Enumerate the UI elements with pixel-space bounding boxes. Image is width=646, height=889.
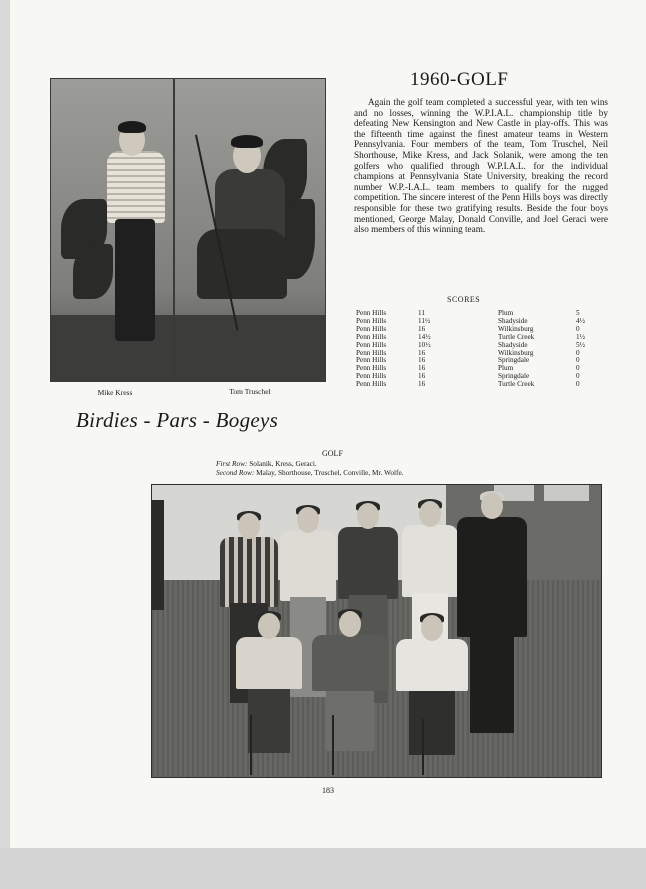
score-value: 16 (418, 364, 426, 373)
score-opponent-value: 5½ (576, 340, 585, 349)
score-value: 11 (418, 309, 425, 317)
score-opponent-value: 5 (576, 309, 580, 317)
caption-right-photo: Tom Truschel (229, 387, 271, 396)
page-number: 183 (322, 786, 334, 795)
score-opponent: Wilkinsburg (498, 324, 534, 333)
score-value: 10½ (418, 340, 431, 349)
score-opponent: Wilkinsburg (498, 348, 534, 357)
score-team: Penn Hills (356, 348, 387, 357)
score-row (356, 318, 596, 326)
score-team: Penn Hills (356, 380, 387, 389)
score-opponent: Plum (498, 364, 514, 373)
score-row (356, 350, 596, 358)
second-row-label: Second Row: (216, 468, 255, 477)
score-opponent: Plum (498, 309, 514, 317)
score-team: Penn Hills (356, 309, 387, 317)
score-row (356, 373, 596, 381)
score-opponent: Shadyside (498, 316, 528, 325)
score-opponent: Turtle Creek (498, 332, 535, 341)
slogan-heading: Birdies - Pars - Bogeys (76, 408, 279, 432)
team-rows-caption (216, 459, 404, 477)
score-team: Penn Hills (356, 372, 387, 381)
score-team: Penn Hills (356, 356, 387, 365)
second-row-names: Malay, Shorthouse, Truschel, Conville, Mr. Wolfe. (256, 468, 404, 477)
score-opponent: Shadyside (498, 340, 528, 349)
team-photo-heading: GOLF (322, 449, 343, 458)
score-row (356, 357, 596, 365)
score-team: Penn Hills (356, 332, 387, 341)
score-opponent-value: 0 (576, 348, 580, 357)
score-team: Penn Hills (356, 316, 387, 325)
photo-tom-truschel (174, 78, 326, 382)
score-value: 16 (418, 356, 426, 365)
score-value: 11½ (418, 316, 431, 325)
score-opponent-value: 0 (576, 372, 580, 381)
score-row (356, 334, 596, 342)
first-row-label: First Row: (216, 459, 248, 468)
score-team: Penn Hills (356, 340, 387, 349)
score-row (356, 365, 596, 373)
score-row (356, 310, 596, 318)
intro-paragraph: Again the golf team completed a successful year, with ten wins and no losses, winning the W.P.I.A.L. championship title by defeating New Kensington and New Castle in play-offs. This was the fifteenth time against the finest amateur teams in Western Pennsylvania. Four members of the team, Tom Truschel, Neil Shorthouse, Mike Kress, and Jack Solanik, were among the ten golfers who qualified through W.P.I.A.L. for the individual champions at Pennsylvania State University, breaking the record number W.P.-I.A.L. team members to qualify for the rugged competition. The sincere interest of the Penn Hills boys was directly responsible for these two gratifying results. Beside the four boys mentioned, George Malay, Donald Conville, and Joel Geraci were also members of this winning team. (354, 97, 608, 235)
score-value: 14½ (418, 332, 431, 341)
scores-heading: SCORES (447, 295, 481, 304)
score-opponent-value: 0 (576, 324, 580, 333)
score-row (356, 342, 596, 350)
score-row (356, 326, 596, 334)
photo-mike-kress (50, 78, 174, 382)
first-row-line (216, 459, 404, 468)
score-opponent: Springdale (498, 356, 530, 365)
score-opponent-value: 0 (576, 380, 580, 389)
score-value: 16 (418, 324, 426, 333)
second-row-line (216, 468, 404, 477)
caption-left-photo: Mike Kress (97, 388, 133, 397)
team-group-photo (151, 484, 602, 778)
score-team: Penn Hills (356, 364, 387, 373)
score-team: Penn Hills (356, 324, 387, 333)
score-opponent-value: 4½ (576, 316, 585, 325)
page-title: 1960-GOLF (410, 69, 509, 90)
score-opponent-value: 0 (576, 356, 580, 365)
score-opponent-value: 1½ (576, 332, 585, 341)
scores-table (356, 310, 596, 389)
first-row-names: Solanik, Kress, Geraci. (249, 459, 317, 468)
score-opponent: Springdale (498, 372, 530, 381)
score-value: 16 (418, 380, 426, 389)
score-opponent: Turtle Creek (498, 380, 535, 389)
scan-margin (0, 848, 646, 889)
score-value: 16 (418, 348, 426, 357)
score-row (356, 381, 596, 389)
score-opponent-value: 0 (576, 364, 580, 373)
score-value: 16 (418, 372, 426, 381)
